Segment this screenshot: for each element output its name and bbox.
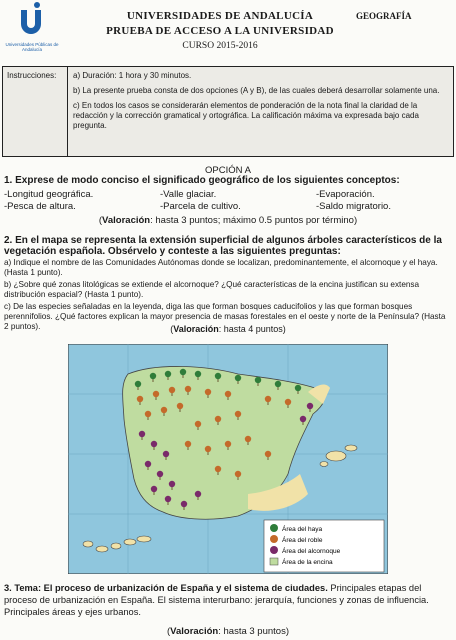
- instructions-list: [73, 71, 447, 136]
- score-label: Valoración: [173, 324, 219, 334]
- term: -Longitud geográfica.: [4, 189, 94, 200]
- term: -Valle glaciar.: [160, 189, 217, 200]
- term: -Saldo migratorio.: [316, 201, 391, 212]
- term: -Pesca de altura.: [4, 201, 76, 212]
- question-1-score: (Valoración: hasta 3 puntos; máximo 0.5 puntos por término): [98, 215, 358, 226]
- legend-label-haya: Área del haya: [282, 526, 323, 533]
- term: -Parcela de cultivo.: [160, 201, 241, 212]
- vegetation-map: [68, 344, 388, 574]
- legend-swatch-encina: [270, 558, 278, 565]
- university-logo-mark: [18, 2, 44, 40]
- legend-swatch-haya: [270, 524, 278, 532]
- question-2a: a) Indique el nombre de las Comunidades Autónomas donde se localizan, predominantemente, el alcornoque y el haya. (Hasta 1 punto).: [4, 258, 438, 277]
- header-course: CURSO 2015-2016: [182, 41, 258, 51]
- question-3-score: (Valoración: hasta 3 puntos): [166, 626, 289, 637]
- question-3: [4, 582, 452, 618]
- option-title: OPCIÓN A: [205, 165, 251, 176]
- question-2b: b) ¿Sobre qué zonas litológicas se extiende el alcornoque? ¿Qué características de la encina justifican su extensa distribución espacial? (Hasta 1 punto).: [4, 280, 420, 299]
- question-3-text: Principales etapas del proceso de urbanización en España. El sistema interurbano: jerarquía, funciones y zonas de influencia. Principales áreas y ejes urbanos.: [4, 583, 429, 617]
- score-text: : hasta 4 puntos): [218, 324, 286, 334]
- header-line-2: PRUEBA DE ACCESO A LA UNIVERSIDAD: [106, 25, 334, 37]
- legend-label-encina: Área de la encina: [282, 559, 333, 566]
- legend-label-alcornoque: Área del alcornoque: [282, 548, 341, 555]
- legend-swatch-alcornoque: [270, 546, 278, 554]
- instructions-box: [2, 66, 454, 157]
- subject-title: GEOGRAFÍA: [356, 11, 412, 21]
- instructions-label: Instrucciones:: [7, 71, 57, 80]
- score-label: Valoración: [102, 215, 151, 226]
- map-legend: [264, 520, 384, 572]
- term: -Evaporación.: [316, 189, 375, 200]
- question-3-title: : El proceso de urbanización de España y el sistema de ciudades.: [37, 583, 328, 593]
- instruction-item: a) Duración: 1 hora y 30 minutos.: [73, 71, 192, 80]
- logo-text: Universidades Públicas de Andalucía: [5, 42, 59, 52]
- instruction-item: b) La presente prueba consta de dos opciones (A y B), de las cuales deberá desarrollar solamente una.: [73, 86, 440, 95]
- question-2-score: (Valoración: hasta 4 puntos): [170, 324, 286, 334]
- question-2-title: 2. En el mapa se representa la extensión superficial de algunos árboles característicos de la vegetación española. Obsérvelo y conteste a las siguientes preguntas:: [4, 235, 442, 257]
- score-text: : hasta 3 puntos; máximo 0.5 puntos por término): [150, 215, 358, 226]
- question-1-title: 1. Exprese de modo conciso el significado geográfico de los siguientes conceptos:: [4, 175, 400, 186]
- header-line-1: UNIVERSIDADES DE ANDALUCÍA: [126, 10, 314, 22]
- score-label: Valoración: [170, 626, 219, 637]
- question-3-prefix: 3. Tema: [4, 583, 38, 593]
- university-logo: [4, 2, 58, 60]
- question-2c: c) De las especies señaladas en la leyenda, diga las que forman bosques caducifolios y las que forman bosques perennifolios. ¿Qué factores explican la mayor presencia de masas forestales en el oeste y norte de la Península? (Hasta 2 puntos).: [4, 302, 446, 331]
- instruction-item: c) En todos los casos se considerarán elementos de ponderación de la nota final la claridad de la redacción y la corrección gramatical y ortográfica. La calificación máxima va expresada bajo cada pregunta.: [73, 101, 419, 130]
- legend-label-roble: Área del roble: [282, 537, 323, 544]
- score-text: : hasta 3 puntos): [218, 626, 289, 637]
- legend-swatch-roble: [270, 535, 278, 543]
- instructions-divider: [67, 67, 68, 156]
